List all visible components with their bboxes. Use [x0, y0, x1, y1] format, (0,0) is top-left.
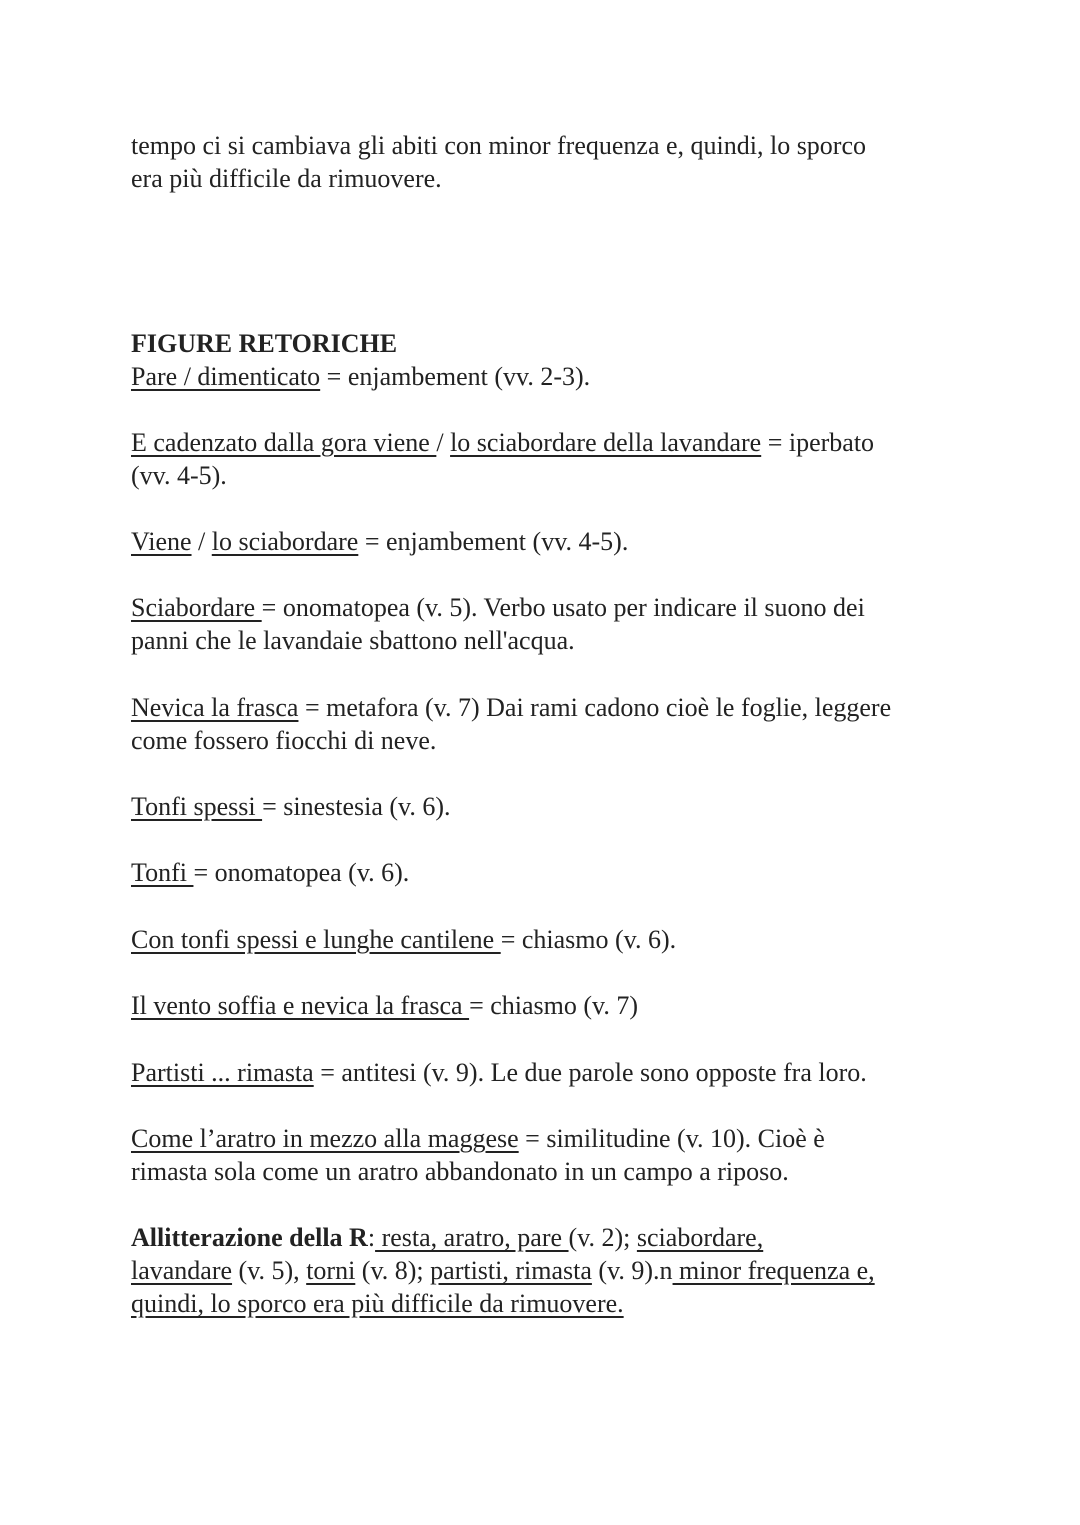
quoted-verse: lo sciabordare [211, 527, 359, 556]
verse-ref: (v. 2); [568, 1223, 637, 1252]
figure-description-cont: rimasta sola come un aratro abbandonato in un campo a riposo. [131, 1157, 789, 1186]
quoted-verse: Come l’aratro in mezzo alla maggese [131, 1124, 519, 1153]
intro-line-1: tempo ci si cambiava gli abiti con minor frequenza e, quindi, lo sporco [131, 131, 867, 160]
figure-description: = onomatopea (v. 5). Verbo usato per indicare il suono dei [261, 593, 865, 622]
separator: / [191, 527, 212, 556]
figure-onomatopea-tonfi [131, 856, 951, 889]
figure-description: = enjambement (vv. 2-3). [320, 362, 591, 391]
figure-description: = similitudine (v. 10). Cioè è [518, 1124, 825, 1153]
quoted-verse: Tonfi spessi [131, 792, 263, 821]
quoted-verse: Partisti ... rimasta [131, 1058, 314, 1087]
figure-enjambement-2-3 [131, 360, 951, 393]
quoted-verse: Il vento soffia e nevica la frasca [131, 991, 470, 1020]
quoted-verse: Pare / dimenticato [131, 362, 321, 391]
colon: : [367, 1223, 376, 1252]
alliteration-label: Allitterazione della R [131, 1223, 368, 1252]
quoted-words: quindi, lo sporco era più difficile da rimuovere. [131, 1289, 624, 1318]
alliteration-paragraph [131, 1221, 951, 1320]
figure-description: = antitesi (v. 9). Le due parole sono opposte fra loro. [313, 1058, 867, 1087]
figure-similitudine [131, 1122, 951, 1188]
quoted-verse: Con tonfi spessi e lunghe cantilene [131, 925, 501, 954]
figure-description: = chiasmo (v. 6). [500, 925, 677, 954]
figure-description: = enjambement (vv. 4-5). [358, 527, 629, 556]
figure-description-cont: panni che le lavandaie sbattono nell'acqua. [131, 626, 575, 655]
quoted-words: lavandare [131, 1256, 233, 1285]
quoted-words: partisti, rimasta [430, 1256, 592, 1285]
figure-iperbato [131, 426, 951, 492]
intro-paragraph [131, 129, 951, 195]
figure-antitesi [131, 1056, 951, 1089]
quoted-verse: Nevica la frasca [131, 693, 299, 722]
figure-description-cont: (vv. 4-5). [131, 461, 227, 490]
figure-description: = chiasmo (v. 7) [469, 991, 639, 1020]
figure-description-cont: come fossero fiocchi di neve. [131, 726, 437, 755]
figure-enjambement-4-5 [131, 525, 951, 558]
figure-description: = onomatopea (v. 6). [193, 858, 410, 887]
quoted-verse: Tonfi [131, 858, 194, 887]
quoted-verse: Viene [131, 527, 192, 556]
quoted-words: minor frequenza e, [672, 1256, 875, 1285]
separator: / [436, 428, 451, 457]
verse-ref: (v. 5), [232, 1256, 307, 1285]
quoted-words: resta, aratro, pare [375, 1223, 569, 1252]
figure-onomatopea-sciabordare [131, 591, 951, 657]
quoted-verse: E cadenzato dalla gora viene [131, 428, 437, 457]
quoted-verse: lo sciabordare della lavandare [450, 428, 762, 457]
figure-chiasmo-v7 [131, 989, 951, 1022]
section-heading: FIGURE RETORICHE [131, 329, 398, 358]
figure-sinestesia [131, 790, 951, 823]
figure-metafora [131, 691, 951, 757]
figure-description: = sinestesia (v. 6). [262, 792, 451, 821]
quoted-verse: Sciabordare [131, 593, 262, 622]
quoted-words: sciabordare, [636, 1223, 764, 1252]
figure-chiasmo-v6 [131, 923, 951, 956]
figure-description: = metafora (v. 7) Dai rami cadono cioè le foglie, leggere [298, 693, 892, 722]
quoted-words: torni [306, 1256, 356, 1285]
verse-ref: (v. 9).n [591, 1256, 673, 1285]
figure-description: = iperbato [761, 428, 875, 457]
intro-line-2: era più difficile da rimuovere. [131, 164, 442, 193]
verse-ref: (v. 8); [355, 1256, 431, 1285]
